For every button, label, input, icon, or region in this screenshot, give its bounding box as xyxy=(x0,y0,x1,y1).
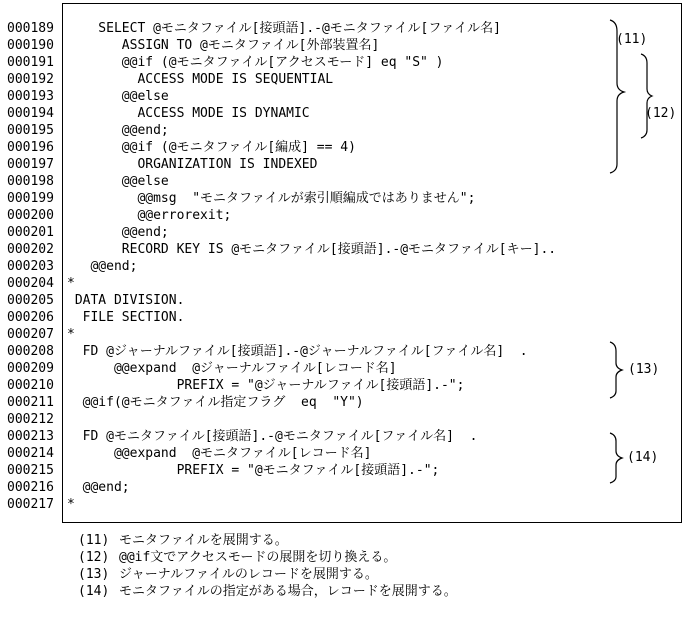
line-number: 000217 xyxy=(7,497,54,512)
code-line xyxy=(67,411,556,428)
footnote-list xyxy=(78,532,457,600)
line-number: 000194 xyxy=(7,106,54,121)
footnote-item xyxy=(78,532,457,549)
footnote-text: モニタファイルを展開する。 xyxy=(119,533,288,548)
code-line: PREFIX = "@モニタファイル[接頭語].-"; xyxy=(67,463,440,478)
code-line: @@else xyxy=(67,89,169,104)
line-number: 000208 xyxy=(7,344,54,359)
line-number: 000190 xyxy=(7,38,54,53)
line-number: 000200 xyxy=(7,208,54,223)
line-number: 000196 xyxy=(7,140,54,155)
code-line: @@end; xyxy=(67,123,169,138)
code-line: @@if(@モニタファイル指定フラグ eq "Y") xyxy=(67,395,364,410)
line-number: 000205 xyxy=(7,293,54,308)
line-number: 000192 xyxy=(7,72,54,87)
line-number: 000202 xyxy=(7,242,54,257)
footnote-text: モニタファイルの指定がある場合，レコードを展開する。 xyxy=(119,584,457,599)
footnote-item xyxy=(78,583,457,600)
code-line: @@end; xyxy=(67,259,138,274)
code-line: * xyxy=(67,276,75,291)
code-line: @@end; xyxy=(67,480,130,495)
code-line: * xyxy=(67,327,75,342)
code-line: DATA DIVISION. xyxy=(67,293,185,308)
line-number: 000204 xyxy=(7,276,54,291)
line-number: 000191 xyxy=(7,55,54,70)
footnote-text: ジャーナルファイルのレコードを展開する。 xyxy=(119,567,378,582)
code-line: @@if (@モニタファイル[編成] == 4) xyxy=(67,140,356,155)
footnote-item xyxy=(78,566,457,583)
code-line: * xyxy=(67,497,75,512)
line-number: 000201 xyxy=(7,225,54,240)
code-line: PREFIX = "@ジャーナルファイル[接頭語].-"; xyxy=(67,378,465,393)
annotation-label-13: (13) xyxy=(628,362,660,377)
line-number: 000198 xyxy=(7,174,54,189)
code-line: FD @モニタファイル[接頭語].-@モニタファイル[ファイル名] . xyxy=(67,429,478,444)
footnote-label: (11) xyxy=(78,533,110,548)
code-line: @@msg "モニタファイルが索引順編成ではありません"; xyxy=(67,191,476,206)
code-line: @@expand @ジャーナルファイル[レコード名] xyxy=(67,361,397,376)
footnote-text: @@if文でアクセスモードの展開を切り換える。 xyxy=(119,550,397,565)
line-number: 000203 xyxy=(7,259,54,274)
code-line: FILE SECTION. xyxy=(67,310,185,325)
line-number: 000214 xyxy=(7,446,54,461)
code-line: @@else xyxy=(67,174,169,189)
annotation-label-11: (11) xyxy=(616,32,648,47)
code-line: ACCESS MODE IS DYNAMIC xyxy=(67,106,310,121)
line-number: 000212 xyxy=(7,412,54,427)
footnote-label: (12) xyxy=(78,550,110,565)
line-number: 000210 xyxy=(7,378,54,393)
line-number: 000216 xyxy=(7,480,54,495)
line-number: 000213 xyxy=(7,429,54,444)
code-line: @@errorexit; xyxy=(67,208,232,223)
line-number: 000193 xyxy=(7,89,54,104)
line-number: 000199 xyxy=(7,191,54,206)
code-line: RECORD KEY IS @モニタファイル[接頭語].-@モニタファイル[キー].. xyxy=(67,242,557,257)
code-line: @@if (@モニタファイル[アクセスモード] eq "S" ) xyxy=(67,55,444,70)
code-line: @@expand @モニタファイル[レコード名] xyxy=(67,446,372,461)
code-line: SELECT @モニタファイル[接頭語].-@モニタファイル[ファイル名] xyxy=(67,21,501,36)
footnote-item xyxy=(78,549,457,566)
code-line: ASSIGN TO @モニタファイル[外部装置名] xyxy=(67,38,380,53)
line-numbers-column xyxy=(7,20,54,513)
code-lines-column xyxy=(67,20,556,513)
footnote-label: (13) xyxy=(78,567,110,582)
code-line: ORGANIZATION IS INDEXED xyxy=(67,157,318,172)
line-number: 000211 xyxy=(7,395,54,410)
code-line: ACCESS MODE IS SEQUENTIAL xyxy=(67,72,334,87)
line-number: 000195 xyxy=(7,123,54,138)
line-number: 000209 xyxy=(7,361,54,376)
line-number: 000206 xyxy=(7,310,54,325)
line-number: 000215 xyxy=(7,463,54,478)
footnote-label: (14) xyxy=(78,584,110,599)
line-number: 000197 xyxy=(7,157,54,172)
line-number: 000207 xyxy=(7,327,54,342)
line-number: 000189 xyxy=(7,21,54,36)
code-line: @@end; xyxy=(67,225,169,240)
annotation-label-12: (12) xyxy=(645,106,677,121)
annotation-label-14: (14) xyxy=(627,450,659,465)
code-line: FD @ジャーナルファイル[接頭語].-@ジャーナルファイル[ファイル名] . xyxy=(67,344,528,359)
